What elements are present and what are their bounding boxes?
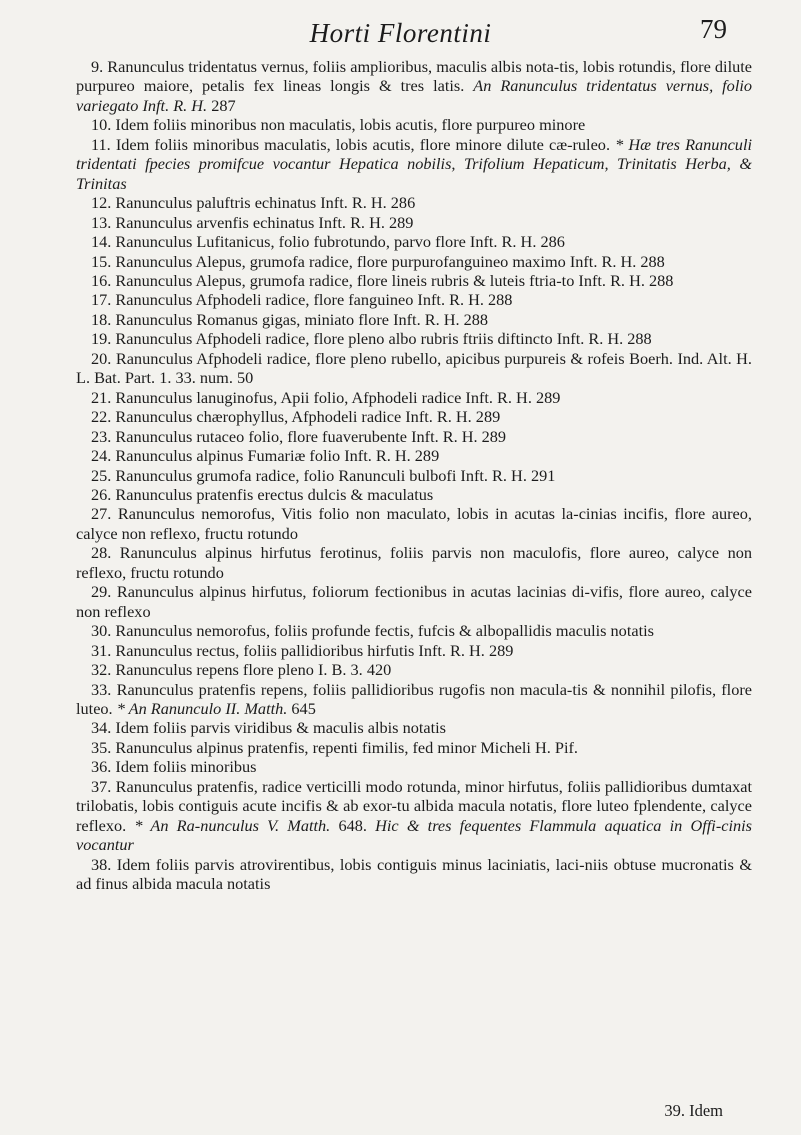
catalogue-entry: [76, 427, 752, 446]
entry-text: 17. Ranunculus Afphodeli radice, flore fanguineo Inft. R. H. 288: [91, 290, 513, 310]
entry-text: 32. Ranunculus repens flore pleno I. B. 3. 420: [91, 660, 392, 680]
entry-text: 16. Ranunculus Alepus, grumofa radice, flore lineis rubris & luteis ftria-to Inft. R. H. 288: [91, 270, 674, 290]
entry-text: 29. Ranunculus alpinus hirfutus, foliorum fectionibus in acutas lacinias di-vifis, flore aureo, calyce non reflexo: [76, 582, 752, 621]
catalogue-entry: [76, 57, 752, 115]
catalogue-entry: [76, 641, 752, 660]
entry-text: 31. Ranunculus rectus, foliis pallidioribus hirfutis Inft. R. H. 289: [91, 640, 514, 660]
catalogue-entry: [76, 271, 752, 290]
catalogue-entry: [76, 252, 752, 271]
entry-text: 22. Ranunculus chærophyllus, Afphodeli radice Inft. R. H. 289: [91, 407, 501, 427]
catalogue-entry: [76, 290, 752, 309]
entry-text: 648.: [330, 815, 376, 835]
entry-text: 18. Ranunculus Romanus gigas, miniato flore Inft. R. H. 288: [91, 309, 489, 329]
catalogue-entry: [76, 777, 752, 855]
catalogue-entry: [76, 329, 752, 348]
catalogue-entry: [76, 407, 752, 426]
catalogue-entry: [76, 193, 752, 212]
entry-text: 21. Ranunculus lanuginofus, Apii folio, Afphodeli radice Inft. R. H. 289: [91, 387, 561, 407]
catalogue-entry: [76, 738, 752, 757]
entry-text: 23. Ranunculus rutaceo folio, flore fuaverubente Inft. R. H. 289: [91, 426, 507, 446]
entry-text: 12. Ranunculus paluftris echinatus Inft. R. H. 286: [91, 193, 416, 213]
entry-note-italic: Hic & tres fequentes Flammula aquatica in Offi-cinis vocantur: [76, 815, 752, 855]
entry-text: 9. Ranunculus tridentatus vernus, foliis amplioribus, maculis albis nota-tis, lobis rotundis, flore dilute purpureo maiore, petalis fex lineas longis & tres latis.: [76, 57, 752, 96]
entry-text: 26. Ranunculus pratenfis erectus dulcis & maculatus: [91, 484, 434, 504]
entry-note-italic: * An Ra-nunculus V. Matth.: [134, 815, 331, 835]
entry-text: 287: [207, 95, 236, 115]
entry-text: 35. Ranunculus alpinus pratenfis, repenti fimilis, fed minor Micheli H. Pif.: [91, 737, 578, 757]
entry-text: 11. Idem foliis minoribus maculatis, lobis acutis, flore minore dilute cæ-ruleo.: [91, 134, 616, 154]
entry-text: 33. Ranunculus pratenfis repens, foliis pallidioribus rugofis non macula-tis & nonnihil pilofis, flore luteo.: [76, 679, 752, 718]
catalogue-entry: [76, 621, 752, 640]
catalogue-entry: [76, 855, 752, 894]
entry-text: 645: [287, 698, 316, 718]
catalogue-entry: [76, 388, 752, 407]
catalogue-entry: [76, 660, 752, 679]
entry-list: [76, 57, 752, 893]
entry-text: 25. Ranunculus grumofa radice, folio Ranunculi bulbofi Inft. R. H. 291: [91, 465, 556, 485]
entry-note-italic: * Hæ tres Ranunculi tridentati fpecies promifcue vocantur Hepatica nobilis, Trifolium Hepaticum, Trinitatis Herba, & Trinitas: [76, 134, 752, 193]
entry-text: 28. Ranunculus alpinus hirfutus ferotinus, foliis parvis non maculofis, flore aureo, calyce non reflexo, fructu rotundo: [76, 543, 752, 582]
catalogue-entry: [76, 310, 752, 329]
catchword: 39. Idem: [664, 1101, 723, 1120]
running-title: Horti Florentini: [309, 18, 492, 48]
catalogue-entry: [76, 232, 752, 251]
catalogue-entry: [76, 213, 752, 232]
catalogue-entry: [76, 115, 752, 134]
catalogue-entry: [76, 135, 752, 193]
entry-text: 34. Idem foliis parvis viridibus & maculis albis notatis: [91, 718, 446, 738]
catalogue-entry: [76, 680, 752, 719]
catalogue-entry: [76, 543, 752, 582]
entry-text: 13. Ranunculus arvenfis echinatus Inft. R. H. 289: [91, 212, 414, 232]
page-number: 79: [700, 14, 727, 44]
entry-text: 19. Ranunculus Afphodeli radice, flore pleno albo rubris ftriis diftincto Inft. R. H. 288: [91, 329, 652, 349]
catalogue-entry: [76, 485, 752, 504]
entry-text: 10. Idem foliis minoribus non maculatis, lobis acutis, flore purpureo minore: [91, 115, 586, 135]
entry-text: 24. Ranunculus alpinus Fumariæ folio Inft. R. H. 289: [91, 446, 440, 466]
catalogue-entry: [76, 757, 752, 776]
entry-text: 27. Ranunculus nemorofus, Vitis folio non maculato, lobis in acutas la-cinias incifis, flore aureo, calyce non reflexo, fructu rotundo: [76, 504, 752, 543]
entry-text: 37. Ranunculus pratenfis, radice verticilli modo rotunda, minor hirfutus, foliis pallidioribus dumtaxat trilobatis, lobis contiguis acute incifis & ab exor-tu albida macula notatis, flore luteo fplendente, calyce reflexo.: [76, 776, 752, 835]
catalogue-entry: [76, 504, 752, 543]
catalogue-entry: [76, 582, 752, 621]
entry-text: 30. Ranunculus nemorofus, foliis profunde fectis, fufcis & albopallidis maculis notatis: [91, 621, 654, 641]
entry-note-italic: * An Ranunculo II. Matth.: [116, 698, 288, 718]
entry-text: 36. Idem foliis minoribus: [91, 757, 257, 777]
catalogue-entry: [76, 349, 752, 388]
entry-note-italic: An Ranunculus tridentatus vernus, folio variegato Inft. R. H.: [76, 76, 753, 115]
catalogue-entry: [76, 718, 752, 737]
entry-text: 15. Ranunculus Alepus, grumofa radice, flore purpurofanguineo maximo Inft. R. H. 288: [91, 251, 665, 271]
catalogue-entry: [76, 446, 752, 465]
entry-text: 20. Ranunculus Afphodeli radice, flore pleno rubello, apicibus purpureis & rofeis Boerh. Ind. Alt. H. L. Bat. Part. 1. 33. num. 50: [76, 348, 752, 388]
entry-text: 14. Ranunculus Lufitanicus, folio fubrotundo, parvo flore Inft. R. H. 286: [91, 232, 565, 252]
catalogue-entry: [76, 466, 752, 485]
entry-text: 38. Idem foliis parvis atrovirentibus, lobis contiguis minus laciniatis, laci-niis obtuse mucronatis & ad finus albida macula notatis: [76, 854, 752, 894]
